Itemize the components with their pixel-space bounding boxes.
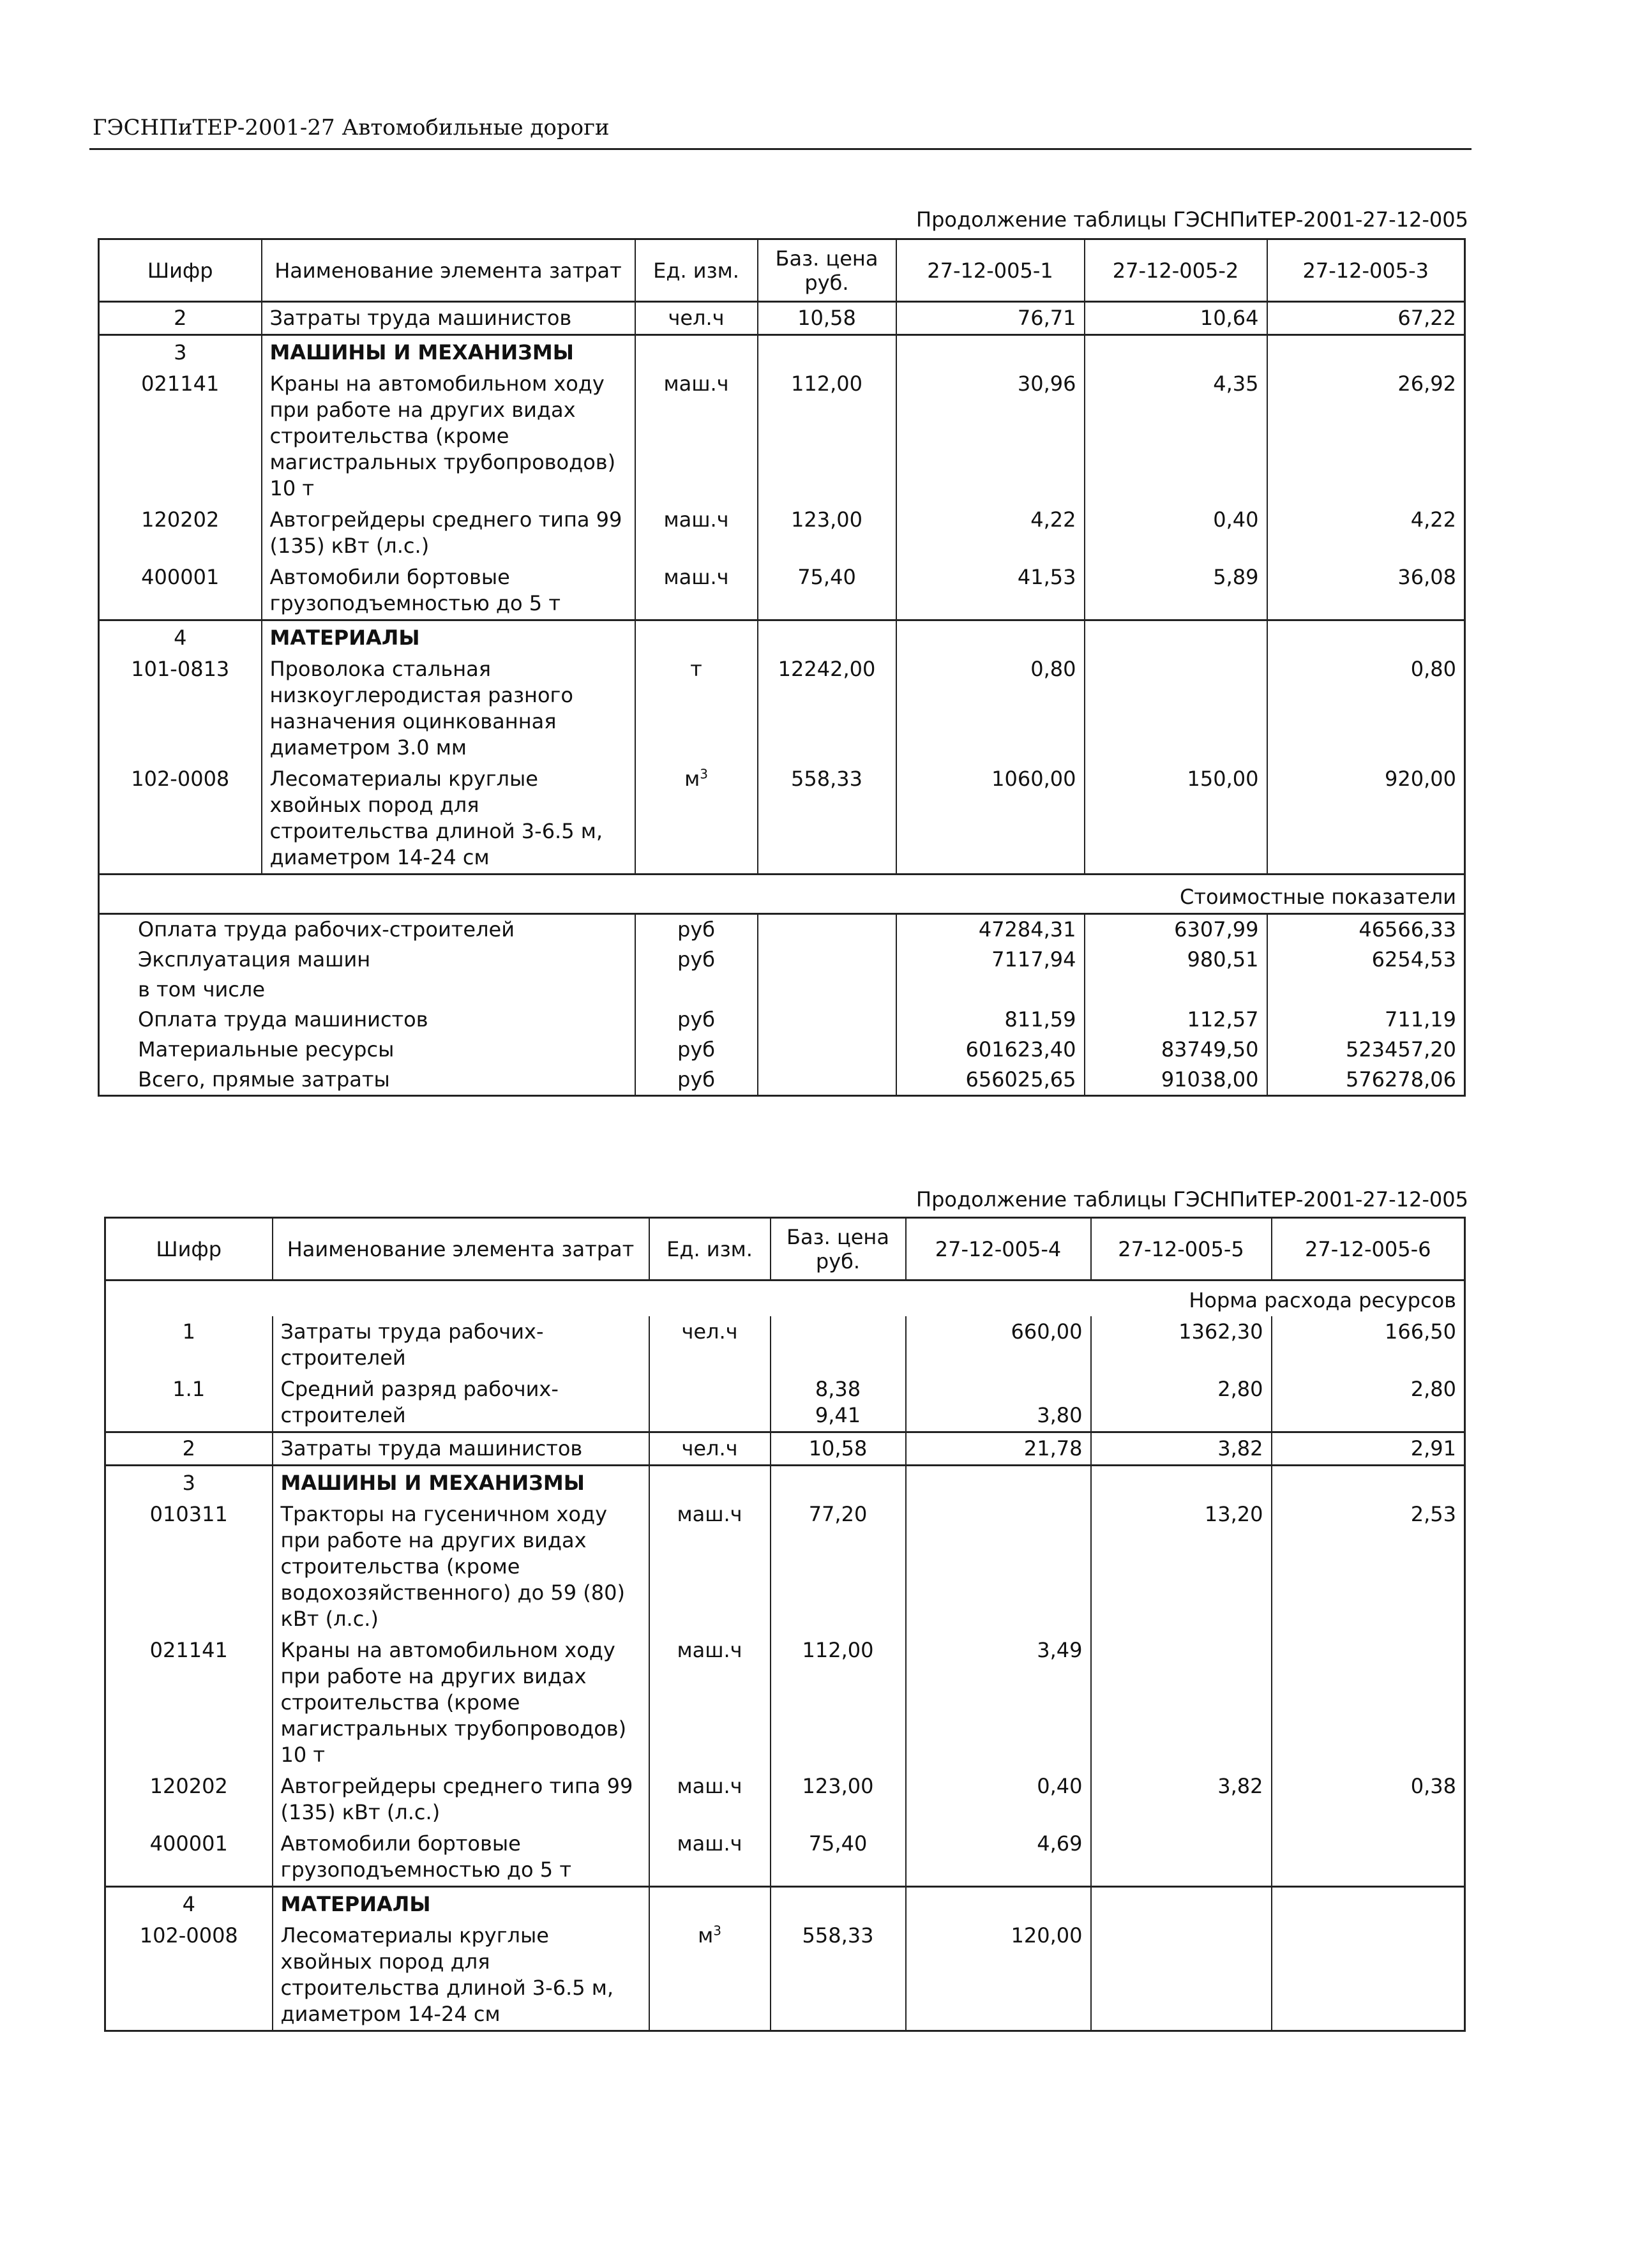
col-header-v5: 27-12-005-5 [1091, 1218, 1272, 1280]
section-row [105, 1466, 1465, 1499]
cell-unit: маш.ч [649, 1828, 771, 1887]
cell-v1: 76,71 [896, 302, 1085, 335]
cell-price: 10,58 [771, 1432, 906, 1466]
cell-name: Проволока стальная низкоуглеродистая разного назначения оцинкованная диаметром 3.0 мм [262, 654, 635, 763]
col-header-code: Шифр [99, 239, 262, 302]
total-v3: 523457,20 [1267, 1035, 1465, 1065]
table-row [105, 1374, 1465, 1432]
cell-name: Лесоматериалы круглые хвойных пород для строительства длиной 3-6.5 м, диаметром 14-24 см [262, 763, 635, 875]
cell-code: 4 [99, 620, 262, 654]
col-header-unit: Ед. изм. [635, 239, 758, 302]
cell-code: 2 [174, 306, 187, 330]
header-rule [89, 148, 1472, 150]
total-v1: 811,59 [896, 1005, 1085, 1035]
section-title: МАТЕРИАЛЫ [273, 1887, 649, 1921]
cell-unit [635, 763, 758, 875]
table-row [99, 654, 1465, 763]
cell-v3: 0,80 [1267, 654, 1465, 763]
cell-unit [649, 1920, 771, 2031]
cell-unit: маш.ч [649, 1499, 771, 1635]
table1-caption: Продолжение таблицы ГЭСНПиТЕР-2001-27-12-005 [916, 207, 1468, 232]
cell-code: 120202 [141, 507, 220, 532]
cell-price [771, 1316, 906, 1374]
cell-name: Автогрейдеры среднего типа 99 (135) кВт (л.с.) [273, 1771, 649, 1828]
col-header-v1: 27-12-005-1 [896, 239, 1085, 302]
total-unit: руб [635, 1035, 758, 1065]
cell-v1: 0,40 [906, 1771, 1091, 1828]
total-row [99, 914, 1465, 945]
cell-v3: 166,50 [1272, 1316, 1465, 1374]
cell-v2 [1091, 1828, 1272, 1887]
total-v2: 980,51 [1085, 945, 1267, 975]
table-row [105, 1635, 1465, 1771]
section-row [99, 620, 1465, 654]
cell-name: Средний разряд рабочих-строителей [273, 1374, 649, 1432]
cell-v3 [1272, 1828, 1465, 1887]
cell-unit: чел.ч [649, 1432, 771, 1466]
total-unit: руб [635, 1065, 758, 1096]
table-row [99, 562, 1465, 620]
cell-v2 [1091, 1920, 1272, 2031]
cell-unit: маш.ч [649, 1635, 771, 1771]
cell-name: Лесоматериалы круглые хвойных пород для строительства длиной 3-6.5 м, диаметром 14-24 см [273, 1920, 649, 2031]
col-header-v3: 27-12-005-3 [1267, 239, 1465, 302]
section-row [105, 1887, 1465, 1921]
col-header-price: Баз. цена руб. [771, 1218, 906, 1280]
col-header-price: Баз. цена руб. [758, 239, 896, 302]
price-line-1: 8,38 [815, 1377, 861, 1401]
cell-v3: 0,38 [1272, 1771, 1465, 1828]
table-row [105, 1432, 1465, 1466]
unit-base: м [698, 1923, 714, 1948]
cell-v1: 41,53 [896, 562, 1085, 620]
unit-base: м [684, 767, 700, 791]
total-v3 [1267, 975, 1465, 1005]
cell-v3 [1272, 1920, 1465, 2031]
cell-v3: 920,00 [1267, 763, 1465, 875]
cell-code: 1 [182, 1319, 195, 1344]
col-header-v6: 27-12-005-6 [1272, 1218, 1465, 1280]
cell-price: 112,00 [758, 368, 896, 504]
section-title: МАШИНЫ И МЕХАНИЗМЫ [262, 335, 635, 369]
table2-caption: Продолжение таблицы ГЭСНПиТЕР-2001-27-12-005 [916, 1187, 1468, 1212]
cell-price: 123,00 [771, 1771, 906, 1828]
cell-v2 [1085, 654, 1267, 763]
band-label: Стоимостные показатели [99, 875, 1465, 914]
total-v3: 711,19 [1267, 1005, 1465, 1035]
cell-code: 3 [99, 335, 262, 369]
cell-v2: 3,82 [1091, 1432, 1272, 1466]
cell-price: 558,33 [771, 1920, 906, 2031]
total-label: Всего, прямые затраты [138, 1067, 390, 1092]
total-v2: 91038,00 [1085, 1065, 1267, 1096]
cell-price: 112,00 [771, 1635, 906, 1771]
price-line-2: 9,41 [815, 1403, 861, 1427]
total-label: Оплата труда рабочих-строителей [99, 914, 635, 945]
col-header-v2: 27-12-005-2 [1085, 239, 1267, 302]
cell-name: Автогрейдеры среднего типа 99 (135) кВт (л.с.) [262, 504, 635, 562]
total-row [99, 1065, 1465, 1096]
table-row [105, 1828, 1465, 1887]
total-v2: 83749,50 [1085, 1035, 1267, 1065]
cell-code: 021141 [149, 1638, 228, 1662]
total-v3: 576278,06 [1267, 1065, 1465, 1096]
section-title: МАТЕРИАЛЫ [262, 620, 635, 654]
cell-name: Краны на автомобильном ходу при работе на других видах строительства (кроме магистральных трубопроводов) 10 т [273, 1635, 649, 1771]
cell-price: 75,40 [771, 1828, 906, 1887]
cell-price: 558,33 [758, 763, 896, 875]
table1 [98, 238, 1466, 1097]
cell-v1: 660,00 [906, 1316, 1091, 1374]
cell-unit: маш.ч [649, 1771, 771, 1828]
cell-v1: 1060,00 [896, 763, 1085, 875]
cell-code: 400001 [149, 1831, 228, 1856]
cell-v3 [1272, 1635, 1465, 1771]
col-header-name: Наименование элемента затрат [262, 239, 635, 302]
cell-v1: 4,69 [906, 1828, 1091, 1887]
cell-code: 102-0008 [131, 767, 230, 791]
total-label: Эксплуатация машин [138, 947, 371, 972]
band-row [99, 875, 1465, 914]
cell-code: 010311 [149, 1502, 228, 1526]
cell-v3: 2,53 [1272, 1499, 1465, 1635]
cell-code: 3 [105, 1466, 273, 1499]
cell-v2: 2,80 [1091, 1374, 1272, 1432]
cell-name: Тракторы на гусеничном ходу при работе на других видах строительства (кроме водохозяйственного) до 59 (80) кВт (л.с.) [273, 1499, 649, 1635]
cell-code: 4 [105, 1887, 273, 1921]
table-row [99, 763, 1465, 875]
cell-name: Затраты труда машинистов [262, 302, 635, 335]
total-v1: 601623,40 [896, 1035, 1085, 1065]
cell-price: 10,58 [758, 302, 896, 335]
section-row [99, 335, 1465, 369]
table2 [104, 1217, 1466, 2032]
cell-v3: 67,22 [1267, 302, 1465, 335]
total-v2 [1085, 975, 1267, 1005]
cell-code: 120202 [149, 1774, 228, 1798]
cell-price: 77,20 [771, 1499, 906, 1635]
total-v1: 47284,31 [896, 914, 1085, 945]
table-row [99, 302, 1465, 335]
cell-code: 102-0008 [139, 1923, 238, 1948]
cell-unit: маш.ч [635, 562, 758, 620]
cell-code: 2 [105, 1432, 273, 1466]
cell-v2: 3,82 [1091, 1771, 1272, 1828]
cell-v3: 4,22 [1267, 504, 1465, 562]
cell-unit: т [635, 654, 758, 763]
total-row [99, 1035, 1465, 1065]
cell-v3: 36,08 [1267, 562, 1465, 620]
total-unit [635, 975, 758, 1005]
total-unit: руб [635, 914, 758, 945]
cell-v1: 3,49 [906, 1635, 1091, 1771]
cell-v2: 5,89 [1085, 562, 1267, 620]
cell-v3: 26,92 [1267, 368, 1465, 504]
total-label: в том числе [138, 977, 265, 1002]
cell-v2: 13,20 [1091, 1499, 1272, 1635]
total-label: Материальные ресурсы [138, 1037, 395, 1062]
cell-v3: 2,80 [1272, 1374, 1465, 1432]
table2-header-row [105, 1218, 1465, 1280]
total-v2: 6307,99 [1085, 914, 1267, 945]
cell-v1: 30,96 [896, 368, 1085, 504]
cell-name: Затраты труда рабочих-строителей [273, 1316, 649, 1374]
unit-superscript: 3 [713, 1923, 721, 1939]
total-label: Оплата труда машинистов [138, 1007, 428, 1032]
cell-v2: 10,64 [1085, 302, 1267, 335]
total-row [99, 975, 1465, 1005]
cell-unit: чел.ч [649, 1316, 771, 1374]
total-v3: 6254,53 [1267, 945, 1465, 975]
cell-code: 1.1 [172, 1377, 206, 1401]
unit-superscript: 3 [700, 766, 708, 782]
cell-name: Затраты труда машинистов [273, 1432, 649, 1466]
cell-code: 400001 [141, 565, 220, 589]
total-row [99, 1005, 1465, 1035]
col-header-code: Шифр [105, 1218, 273, 1280]
page-header: ГЭСНПиТЕР-2001-27 Автомобильные дороги [93, 115, 610, 140]
cell-unit: чел.ч [635, 302, 758, 335]
total-v1: 656025,65 [896, 1065, 1085, 1096]
table-row [105, 1316, 1465, 1374]
cell-price: 12242,00 [758, 654, 896, 763]
total-v1: 7117,94 [896, 945, 1085, 975]
cell-v3: 2,91 [1272, 1432, 1465, 1466]
col-header-unit: Ед. изм. [649, 1218, 771, 1280]
total-v2: 112,57 [1085, 1005, 1267, 1035]
cell-v2 [1091, 1635, 1272, 1771]
cell-v2: 150,00 [1085, 763, 1267, 875]
total-v3: 46566,33 [1267, 914, 1465, 945]
total-unit: руб [635, 1005, 758, 1035]
band-label: Норма расхода ресурсов [1189, 1288, 1456, 1312]
col-header-v4: 27-12-005-4 [906, 1218, 1091, 1280]
cell-unit [649, 1374, 771, 1432]
cell-v2: 4,35 [1085, 368, 1267, 504]
section-title: МАШИНЫ И МЕХАНИЗМЫ [273, 1466, 649, 1499]
cell-v1: 4,22 [896, 504, 1085, 562]
cell-price [771, 1374, 906, 1432]
cell-price: 123,00 [758, 504, 896, 562]
table-row [105, 1920, 1465, 2031]
cell-price: 75,40 [758, 562, 896, 620]
col-header-name: Наименование элемента затрат [273, 1218, 649, 1280]
band-row [105, 1280, 1465, 1317]
table1-header-row [99, 239, 1465, 302]
cell-v2: 0,40 [1085, 504, 1267, 562]
cell-v2: 1362,30 [1091, 1316, 1272, 1374]
cell-code: 101-0813 [131, 657, 230, 681]
table-row [105, 1499, 1465, 1635]
cell-name: Автомобили бортовые грузоподъемностью до 5 т [273, 1828, 649, 1887]
table-row [105, 1771, 1465, 1828]
cell-name: Краны на автомобильном ходу при работе на других видах строительства (кроме магистральных трубопроводов) 10 т [262, 368, 635, 504]
table-row [99, 368, 1465, 504]
cell-name: Автомобили бортовые грузоподъемностью до 5 т [262, 562, 635, 620]
cell-v1 [906, 1499, 1091, 1635]
cell-code: 021141 [141, 372, 220, 396]
table-row [99, 504, 1465, 562]
cell-v1: 120,00 [906, 1920, 1091, 2031]
cell-v1: 21,78 [906, 1432, 1091, 1466]
cell-unit: маш.ч [635, 368, 758, 504]
cell-v1: 3,80 [906, 1374, 1091, 1432]
cell-v1: 0,80 [896, 654, 1085, 763]
total-unit: руб [635, 945, 758, 975]
cell-unit: маш.ч [635, 504, 758, 562]
total-v1 [896, 975, 1085, 1005]
total-row [99, 945, 1465, 975]
